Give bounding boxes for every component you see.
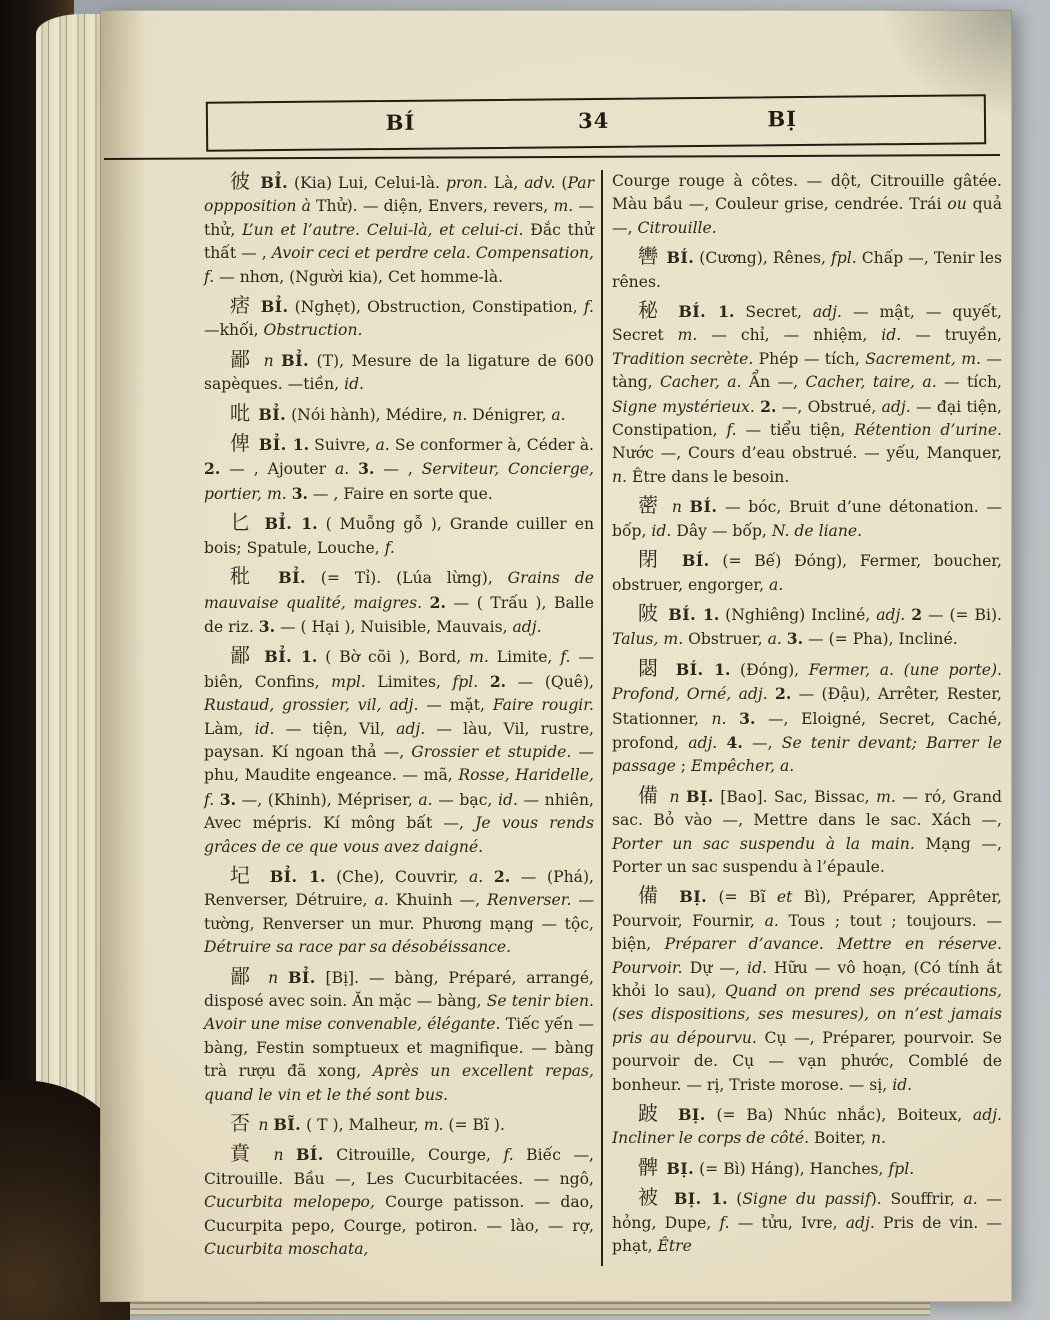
dictionary-entry: [204, 402, 594, 427]
definition-text-italic: ou: [947, 195, 967, 214]
hanzi-headword: 秕: [230, 564, 279, 589]
definition-text: (= Tỉ). (Lúa lừng),: [305, 569, 508, 588]
definition-text-italic: a.: [768, 575, 784, 594]
definition-text-italic: a.: [418, 790, 433, 809]
hanzi-headword: 備: [638, 782, 670, 807]
definition-text-italic: Quand on prend ses précautions, (ses dispositions, ses mesures), on n’est jamais pris au dépourvu.: [612, 982, 1003, 1047]
definition-text-italic: Par oppposition à: [204, 174, 594, 216]
dictionary-entry: [204, 1142, 594, 1261]
dictionary-entry: [204, 511, 594, 560]
definition-text-italic: a.: [551, 405, 566, 424]
definition-text-italic: Se tenir bien. Avoir une mise convenable, élégante.: [204, 992, 594, 1034]
sense-number: 4.: [726, 732, 743, 752]
definition-text: ). Souffrir,: [870, 1190, 964, 1209]
definition-text: (= Bĩ ).: [443, 1116, 505, 1135]
definition-text-italic: Rustaud, grossier, vil, adj.: [204, 696, 419, 715]
dictionary-entry: [612, 548, 1002, 597]
definition-text-italic: id.: [651, 521, 672, 540]
hanzi-headword: 蔤: [638, 493, 672, 518]
definition-text: — (= Bi).: [922, 605, 1002, 624]
definition-text: (Cương), Rênes,: [694, 249, 832, 268]
definition-text: — thử,: [204, 197, 594, 239]
definition-text: Ẩn —,: [741, 373, 806, 392]
definition-text-italic: Sacrement, m.: [865, 349, 981, 368]
definition-text-italic: mpl.: [331, 672, 366, 691]
sense-number: 1.: [292, 435, 309, 455]
definition-text-italic: id.: [254, 719, 275, 738]
hanzi-headword: 閟: [638, 655, 676, 680]
definition-text-italic: a.: [334, 460, 350, 479]
dictionary-entry: [204, 864, 594, 960]
headword-label: BỊ.: [685, 786, 714, 806]
definition-text: ( T ), Malheur,: [301, 1116, 424, 1135]
hanzi-headword: 轡: [638, 244, 667, 269]
definition-text-italic: Citrouille.: [637, 218, 717, 237]
definition-text: — (Phá), Renverser, Détruire,: [204, 867, 594, 910]
definition-text-italic: adj.: [812, 303, 842, 322]
definition-text-italic: fpl.: [888, 1159, 915, 1178]
definition-text-italic: n.: [711, 709, 727, 728]
dictionary-entry: [612, 1156, 1002, 1181]
definition-text-italic: id.: [881, 326, 902, 345]
headword-label: BÍ.: [689, 497, 718, 517]
definition-text-italic: Grossier et stupide.: [411, 742, 572, 761]
sense-number: 2.: [489, 671, 507, 691]
definition-text-italic: a.: [963, 1190, 978, 1209]
hanzi-headword: 鄙: [230, 963, 269, 988]
definition-text: Courge rouge à côtes. — dột, Citrouille gâtée. Màu bầu —, Couleur grise, cendrée. Trái: [612, 172, 1002, 214]
hanzi-headword: 痞: [230, 293, 261, 318]
definition-text-italic: Renverser.: [487, 891, 572, 910]
definition-text: — tiểu tiện,: [736, 421, 855, 440]
hanzi-headword: 彼: [230, 169, 261, 193]
headword-label: BỈ.: [287, 967, 316, 987]
definition-text: — nhiên, Avec mépris. Kí mông bất —,: [204, 790, 594, 833]
definition-text-italic: Faire rougir.: [492, 696, 594, 715]
definition-text: Nước —, Cours d’eau obstrué. — yếu, Manquer,: [612, 444, 1002, 463]
definition-text-italic: adj.: [876, 605, 906, 624]
definition-text: [349, 460, 358, 478]
definition-text: Là,: [487, 174, 525, 192]
headword-label: BỈ.: [258, 404, 287, 424]
definition-text-italic: fpl.: [452, 672, 479, 691]
definition-text: Thử). — diện, Envers, revers,: [316, 197, 554, 216]
definition-text-italic: n.: [870, 1129, 886, 1148]
definition-text-italic: N. de liane.: [771, 521, 863, 540]
definition-text-italic: n: [273, 1146, 296, 1165]
headword-label: BÍ.: [678, 302, 719, 322]
dictionary-entry: [204, 348, 594, 397]
sense-number: 2.: [204, 459, 221, 479]
dictionary-entry: [612, 494, 1002, 543]
definition-text: — truyền,: [901, 326, 1002, 345]
hanzi-headword: 匕: [230, 510, 265, 535]
dictionary-entry: [204, 565, 594, 639]
definition-text-italic: Avoir ceci et perdre cela. Compensation, f.: [204, 244, 594, 286]
definition-text: Obstruer,: [683, 630, 768, 649]
headword-label: BỈ.: [260, 173, 289, 192]
sense-number: 1.: [702, 604, 720, 624]
definition-text-italic: L’un et l’autre. Celui-là, et celui-ci.: [242, 220, 524, 239]
definition-text: (Kia) Lui, Celui-là.: [288, 174, 446, 192]
definition-text: [727, 710, 740, 728]
definition-text-italic: Grains de mauvaise qualité, maigres.: [204, 569, 594, 612]
definition-text: —,: [742, 733, 782, 752]
definition-text-italic: m.: [876, 787, 896, 806]
definition-text: —, Obstrué,: [776, 397, 882, 416]
definition-text: [768, 685, 775, 703]
text-columns: [204, 170, 1002, 1266]
header-rule: [104, 154, 1000, 160]
dictionary-entry: [204, 644, 594, 859]
definition-text: — phu, Maudite engeance. — mã,: [204, 742, 594, 785]
definition-text-italic: n: [669, 787, 686, 806]
definition-text: Tous ; tout ; toujours. — biện,: [612, 911, 1002, 954]
definition-text: Đắc thử thất — ,: [204, 220, 594, 263]
sense-number: 1.: [301, 647, 318, 667]
definition-text: —, Eloigné, Secret, Caché, profond,: [612, 709, 1002, 752]
hanzi-headword: 跛: [638, 1101, 678, 1126]
definition-text-italic: fpl.: [831, 249, 857, 268]
hanzi-headword: 鄙: [230, 643, 265, 668]
hanzi-headword: 陂: [638, 600, 669, 625]
sense-number: 1.: [711, 1189, 728, 1209]
definition-text: [Bị]. — bàng, Préparé, arrangé, disposé avec soin. Ăn mặc — bàng,: [204, 968, 595, 1010]
sense-number: 2.: [760, 396, 777, 416]
definition-text: — tiện, Vil,: [274, 719, 397, 738]
definition-text: Citrouille, Courge,: [323, 1146, 504, 1165]
definition-text-italic: f.: [560, 648, 571, 667]
definition-text: [Bao]. Sac, Bissac,: [713, 787, 877, 806]
definition-text-italic: Serviteur, Concierge, portier, m.: [204, 460, 594, 503]
hanzi-headword: 髀: [638, 1154, 667, 1179]
definition-text: — (Đậu), Arrêter, Rester, Stationner,: [612, 685, 1002, 728]
headword-label: BỈ.: [264, 514, 302, 534]
headword-label: BỈ.: [269, 866, 310, 886]
definition-text-italic: f.: [726, 421, 737, 440]
definition-text: — tích,: [936, 373, 1002, 392]
definition-text-italic: a.: [374, 891, 389, 910]
definition-text: — bóc, Bruit d’une détonation. — bốp,: [612, 498, 1002, 540]
headword-label: BÍ.: [666, 248, 695, 268]
definition-text-italic: a.: [468, 867, 484, 886]
header-left-word: BÍ: [385, 109, 416, 136]
definition-text-italic: adj. Incliner le corps de côté.: [612, 1106, 1002, 1148]
hanzi-headword: 否: [230, 1111, 259, 1136]
definition-text: — tường, Renverser un mur. Phương mạng — tộc,: [204, 891, 594, 933]
definition-text: Chấp —, Tenir les rênes.: [612, 249, 1002, 291]
definition-text: — nhơn, (Người kia), Cet homme-là.: [214, 267, 504, 286]
definition-text: Pris de vin. — phạt,: [612, 1213, 1002, 1256]
definition-text: Limites,: [365, 672, 453, 691]
definition-text-italic: m.: [423, 1116, 444, 1135]
definition-text: Khuinh —,: [388, 891, 487, 910]
definition-text: Être dans le besoin.: [627, 467, 790, 486]
definition-text-italic: n: [258, 1116, 274, 1135]
definition-text-italic: Signe mystérieux.: [612, 397, 755, 416]
definition-text-italic: Je vous rends grâces de ce que vous avez daigné.: [204, 814, 594, 856]
definition-text: (= Bĩ: [707, 888, 777, 907]
definition-text: Secret,: [734, 303, 813, 322]
sense-number: 2: [911, 604, 923, 624]
definition-text-italic: n: [268, 968, 288, 987]
definition-text-italic: Cucurbita melopepo,: [204, 1193, 375, 1212]
definition-text: [483, 868, 494, 886]
dictionary-entry: [612, 245, 1002, 294]
definition-text-italic: Talus, m.: [612, 630, 684, 649]
definition-text-italic: Cacher, taire, a.: [805, 373, 937, 392]
definition-text: (Nói hành), Médire,: [286, 405, 453, 424]
sense-number: 3.: [739, 708, 756, 728]
definition-text-italic: Après un excellent repas, quand le vin et le thé sont bus.: [204, 1062, 594, 1104]
definition-text-italic: adv.: [524, 174, 556, 192]
definition-text-italic: adj.: [512, 617, 542, 636]
sense-number: 3.: [358, 459, 375, 479]
dictionary-entry: [612, 170, 1002, 240]
definition-text: Phép — tích,: [753, 349, 866, 368]
definition-text: Bì), Préparer, Apprêter, Pourvoir, Fournir,: [612, 888, 1003, 930]
headword-label: BỈ.: [264, 647, 302, 667]
definition-text-italic: a.: [764, 911, 779, 930]
definition-text-italic: id.: [497, 790, 518, 809]
definition-text: ( Muỗng gỗ ), Grande cuiller en bois; Spatule, Louche,: [204, 515, 595, 557]
definition-text: (Nghiêng) Incliné,: [719, 605, 877, 624]
definition-text: — tửu, Ivre,: [729, 1213, 846, 1232]
definition-text: (: [727, 1190, 743, 1209]
definition-text: — mật, — quyết, Secret: [612, 303, 1002, 345]
hanzi-headword: 被: [638, 1185, 674, 1210]
definition-text: — bạc,: [432, 790, 498, 809]
definition-text-italic: adj.: [845, 1213, 875, 1232]
headword-label: BỈ.: [281, 350, 309, 370]
dictionary-entry: [612, 784, 1002, 880]
definition-text: — hỏng, Dupe,: [612, 1190, 1003, 1232]
definition-text: — biên, Confins,: [204, 648, 595, 691]
sense-number: 1.: [714, 659, 731, 679]
dictionary-entry: [204, 294, 594, 343]
definition-text-italic: Fermer, a. (une porte). Profond, Orné, adj.: [612, 660, 1003, 704]
definition-text: — ( Hại ), Nuisible, Mauvais,: [275, 617, 513, 636]
definition-text: Hữu — vô hoạn, (Có tính ắt khỏi lo sau),: [612, 958, 1002, 1000]
definition-text: (= Bì) Háng), Hanches,: [694, 1159, 889, 1178]
definition-text: quả —,: [612, 195, 1002, 237]
headword-label: BỈ.: [258, 435, 293, 455]
definition-text-italic: f.: [503, 1146, 514, 1165]
headword-label: BỊ.: [666, 1158, 695, 1178]
hanzi-headword: 賁: [230, 1141, 274, 1166]
headword-label: BÍ.: [675, 659, 715, 679]
definition-text: (: [555, 174, 568, 192]
sense-number: 3.: [291, 483, 308, 503]
definition-text-italic: f.: [384, 538, 395, 557]
definition-text-italic: Rétention d’urine.: [854, 421, 1003, 440]
sense-number: 3.: [219, 789, 237, 809]
dictionary-entry: [204, 432, 594, 506]
definition-text: Limite,: [488, 648, 561, 667]
sense-number: 3.: [258, 616, 276, 636]
definition-text: — làu, Vil, rustre, paysan. Kí ngoan thả —,: [204, 719, 595, 761]
definition-text: Se conformer à, Céder à.: [389, 436, 595, 455]
definition-text-italic: adj.: [396, 719, 426, 738]
definition-text: Dự —,: [682, 958, 747, 977]
definition-text-italic: m.: [677, 326, 698, 345]
definition-text-italic: f.: [583, 298, 594, 317]
hanzi-headword: 俾: [230, 431, 259, 456]
headword-label: BỊ.: [679, 887, 708, 907]
headword-label: BỈ.: [278, 568, 306, 588]
definition-text-italic: id.: [344, 375, 365, 394]
definition-text: —, (Khinh), Mépriser,: [236, 790, 419, 809]
definition-text: — (= Pha), Incliné.: [803, 630, 958, 649]
definition-text: — chỉ, — nhiệm,: [697, 326, 882, 345]
definition-text-italic: et: [776, 888, 793, 907]
definition-text: — tàng,: [612, 349, 1002, 392]
definition-text-italic: a.: [375, 436, 390, 455]
definition-text-italic: n.: [612, 467, 627, 486]
definition-text: (Nghẹt), Obstruction, Constipation,: [288, 298, 584, 317]
definition-text: Tiếc yến — bàng, Festin somptueux et magnifique. — bàng trà rượu đã xong,: [204, 1015, 594, 1081]
page-number: 34: [577, 107, 610, 134]
definition-text-italic: Cucurbita moschata,: [204, 1240, 369, 1259]
headword-label: BÍ.: [681, 551, 710, 571]
definition-text: (Đóng),: [730, 660, 809, 679]
definition-text: Dây — bốp,: [671, 521, 772, 540]
dictionary-entry: [612, 602, 1002, 652]
definition-text: Biếc —, Citrouille. Bầu —, Les Cucurbitacées. — ngô,: [204, 1146, 594, 1188]
book-page: [100, 10, 1012, 1302]
sense-number: 1.: [301, 514, 318, 534]
definition-text-italic: adj.: [881, 397, 911, 416]
definition-text-italic: id.: [746, 958, 767, 977]
definition-text-italic: m.: [553, 197, 574, 216]
dictionary-entry: [612, 299, 1002, 489]
column-right: [612, 170, 1002, 1266]
definition-text: (Che), Couvrir,: [325, 867, 469, 886]
dictionary-entry: [612, 1186, 1002, 1258]
definition-text-italic: Porter un sac suspendu à la main.: [612, 834, 915, 853]
definition-text-italic: Cacher, a.: [659, 373, 742, 392]
definition-text-italic: n: [263, 351, 282, 370]
definition-text: ;: [675, 757, 691, 776]
definition-text-italic: f.: [719, 1213, 730, 1232]
definition-text: Courge patisson. — dao, Cucurpita pepo, Courge, potiron. — lào, — rợ,: [204, 1193, 595, 1235]
definition-text: Làm,: [204, 719, 255, 738]
definition-text: — (Quê),: [506, 672, 594, 691]
dictionary-entry: [612, 657, 1002, 779]
sense-number: 3.: [786, 629, 804, 649]
headword-label: BỈ.: [260, 297, 289, 317]
running-header: [206, 94, 986, 151]
hanzi-headword: 圮: [230, 862, 270, 887]
definition-text: Mạng —, Porter un sac suspendu à l’épaule.: [612, 834, 1002, 876]
headword-label: BÍ.: [668, 604, 703, 624]
definition-text: — , Ajouter: [220, 460, 335, 479]
definition-text-italic: Détruire sa race par sa désobéissance.: [204, 938, 512, 957]
definition-text-italic: Rosse, Haridelle, f.: [204, 766, 594, 809]
sense-number: 1.: [718, 302, 735, 322]
definition-text-italic: n: [671, 498, 690, 517]
dictionary-entry: [204, 170, 594, 289]
definition-text: — , Faire en sorte que.: [307, 484, 493, 503]
sense-number: 1.: [309, 866, 326, 886]
definition-text-italic: m.: [469, 648, 489, 667]
definition-text-italic: Être: [657, 1237, 692, 1256]
dictionary-entry: [204, 965, 594, 1107]
definition-text: (T), Mesure de la ligature de 600 sapèques. —tiền,: [204, 351, 595, 394]
definition-text-italic: id.: [892, 1075, 913, 1094]
definition-text: ( Bờ cõi ), Bord,: [317, 648, 470, 667]
definition-text: —khối,: [204, 321, 264, 340]
headword-label: BỊ.: [673, 1189, 712, 1209]
definition-text: — ,: [374, 460, 422, 479]
dictionary-entry: [612, 1102, 1002, 1151]
definition-text: — ró, Grand sac. Bỏ vào —, Mettre dans le sac. Xách —,: [612, 787, 1003, 830]
dictionary-entry: [204, 1112, 594, 1137]
definition-text: [422, 594, 430, 612]
definition-text-italic: n.: [452, 405, 468, 424]
gutter-shadow: [100, 10, 146, 1302]
sense-number: 2.: [775, 684, 792, 704]
definition-text: [478, 673, 490, 691]
hanzi-headword: 吡: [230, 400, 259, 425]
definition-text-italic: Préparer d’avance. Mettre en réserve. Pourvoir.: [612, 935, 1002, 977]
definition-text-italic: adj.: [688, 733, 718, 752]
hanzi-headword: 秘: [638, 298, 679, 323]
header-right-word: BỊ: [767, 106, 798, 132]
hanzi-headword: 閉: [638, 547, 682, 572]
definition-text-italic: Obstruction.: [263, 321, 363, 340]
definition-text: — đại tiện, Constipation,: [612, 397, 1002, 440]
definition-text: — mặt,: [418, 696, 493, 715]
hanzi-headword: 備: [638, 883, 680, 908]
definition-text: Suivre,: [309, 436, 376, 455]
headword-label: BĨ.: [273, 1115, 302, 1135]
definition-text: (= Ba) Nhúc nhắc), Boiteux,: [705, 1106, 973, 1125]
definition-text: (= Bế) Đóng), Fermer, boucher, obstruer, engorger,: [612, 552, 1003, 594]
definition-text-italic: Se tenir devant; Barrer le passage: [612, 733, 1002, 776]
definition-text: Cụ —, Préparer, pourvoir. Se pourvoir de. Cụ — vạn phước, Comblé de bonheur. — rị, Triste morose. — sị,: [612, 1028, 1002, 1094]
column-left: [204, 170, 594, 1266]
definition-text: — ( Trấu ), Balle de riz.: [204, 593, 594, 636]
definition-text-italic: a.: [767, 630, 782, 649]
definition-text-italic: Tradition secrète.: [612, 349, 754, 368]
definition-text-italic: Signe du passif: [742, 1190, 871, 1209]
definition-text: Dénigrer,: [467, 405, 552, 424]
dictionary-entry: [612, 884, 1002, 1097]
definition-text: Boiter,: [809, 1129, 871, 1148]
column-rule: [601, 170, 603, 1266]
headword-label: BÍ.: [296, 1145, 324, 1165]
definition-text-italic: Empêcher, a.: [690, 757, 795, 776]
sense-number: 2.: [429, 592, 446, 612]
hanzi-headword: 鄙: [230, 346, 264, 371]
sense-number: 2.: [493, 866, 511, 886]
definition-text-italic: pron.: [445, 174, 488, 192]
headword-label: BỊ.: [677, 1105, 706, 1125]
